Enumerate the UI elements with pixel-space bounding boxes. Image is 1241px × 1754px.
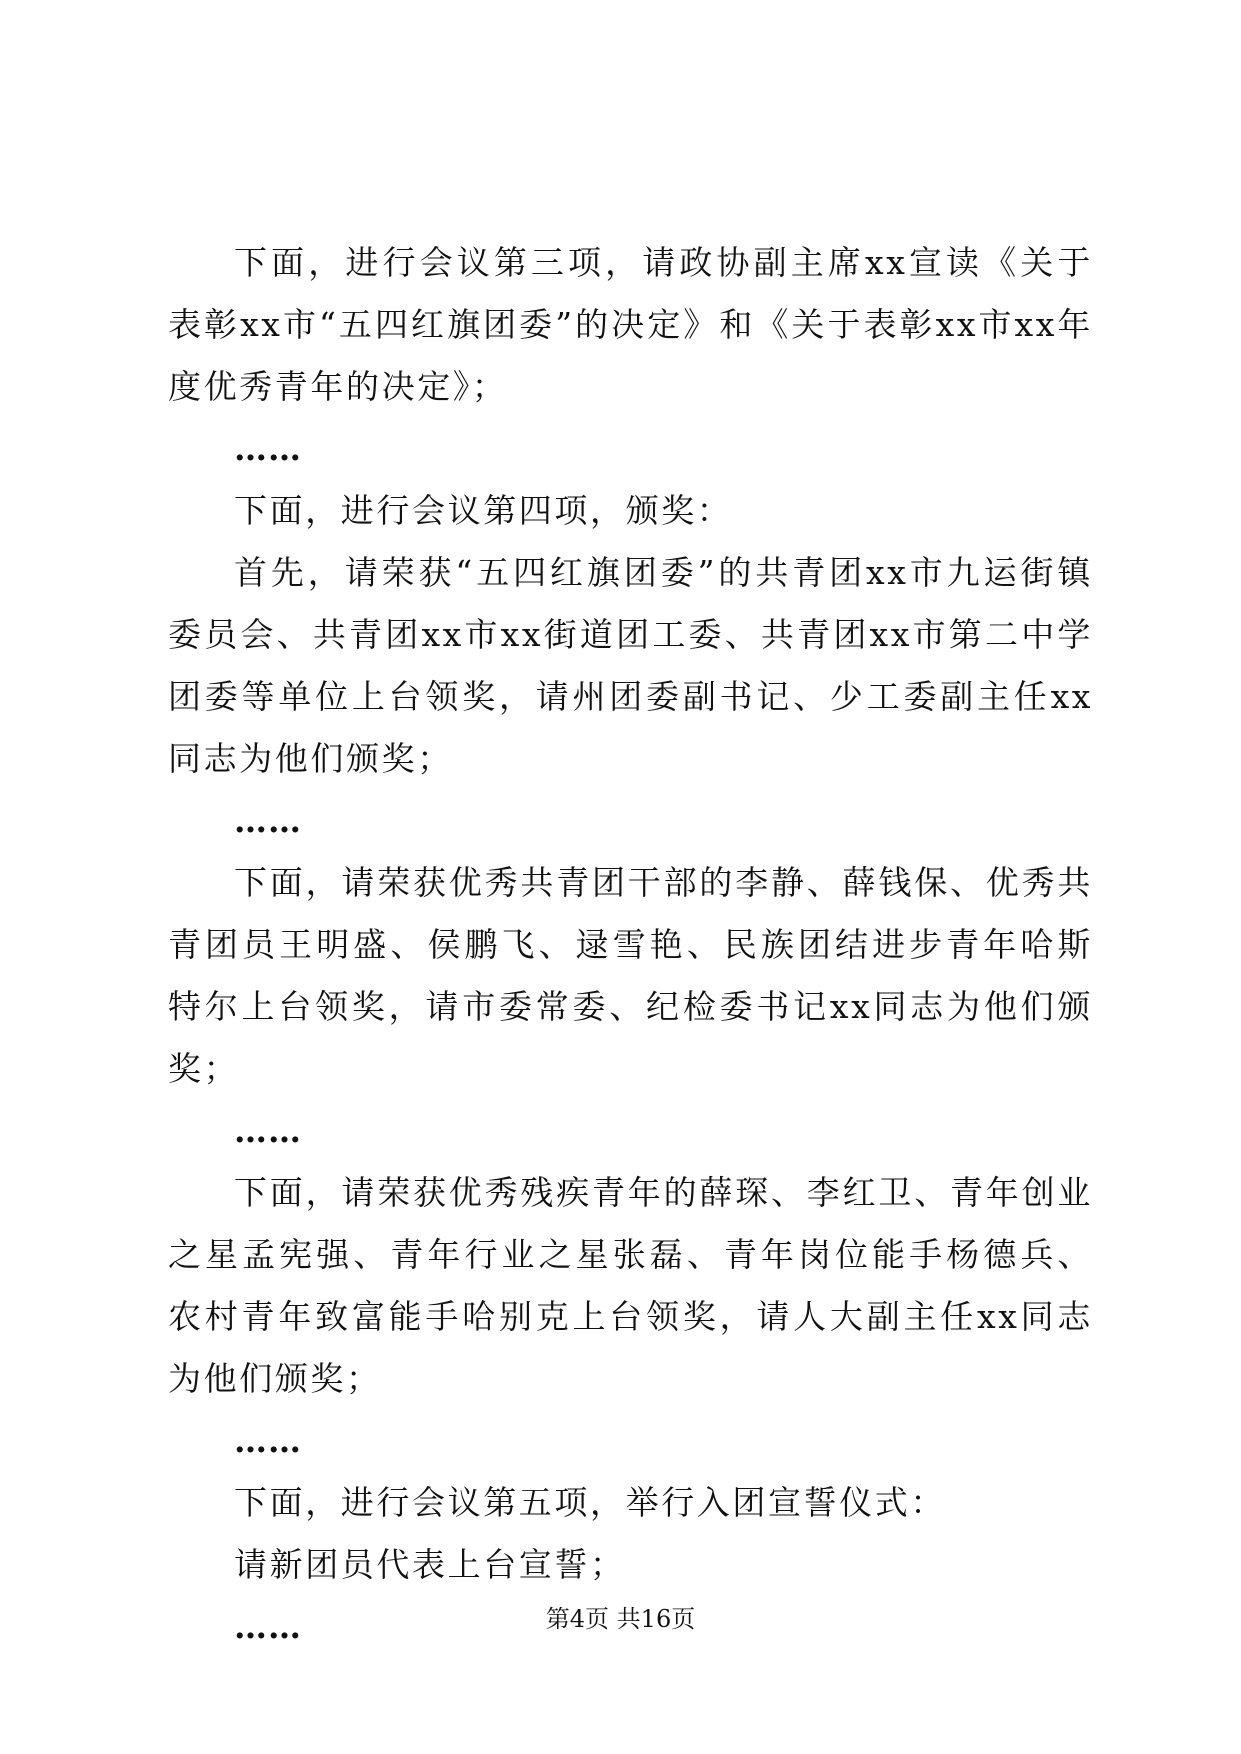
paragraph-award-units: 首先，请荣获“五四红旗团委”的共青团xx市九运街镇委员会、共青团xx市xx街道团工委、共青团xx市第二中学团委等单位上台领奖，请州团委副书记、少工委副主任xx同志为他们颁奖； xyxy=(168,553,1093,778)
paragraph-oath: 请新团员代表上台宣誓； xyxy=(234,1545,626,1584)
ellipsis-line: …… xyxy=(234,1111,302,1150)
ellipsis-line: …… xyxy=(234,801,302,840)
ellipsis-line: …… xyxy=(234,429,302,468)
ellipsis-line: …… xyxy=(234,1421,302,1460)
paragraph-item-4: 下面，进行会议第四项，颁奖： xyxy=(234,491,733,530)
paragraph-item-3: 下面，进行会议第三项，请政协副主席xx宣读《关于表彰xx市“五四红旗团委”的决定》和《关于表彰xx市xx年度优秀青年的决定》； xyxy=(168,243,1093,406)
body-text xyxy=(168,232,1093,1658)
paragraph-item-5: 下面，进行会议第五项，举行入团宣誓仪式： xyxy=(234,1483,946,1522)
paragraph-award-youth: 下面，请荣获优秀残疾青年的薛琛、李红卫、青年创业之星孟宪强、青年行业之星张磊、青年岗位能手杨德兵、农村青年致富能手哈别克上台领奖，请人大副主任xx同志为他们颁奖； xyxy=(168,1173,1093,1398)
ellipsis-line: …… xyxy=(234,1607,302,1646)
page-footer: 第4页 共16页 xyxy=(545,1605,696,1633)
paragraph-award-cadres: 下面，请荣获优秀共青团干部的李静、薛钱保、优秀共青团员王明盛、侯鹏飞、逯雪艳、民族团结进步青年哈斯特尔上台领奖，请市委常委、纪检委书记xx同志为他们颁奖； xyxy=(168,863,1093,1088)
